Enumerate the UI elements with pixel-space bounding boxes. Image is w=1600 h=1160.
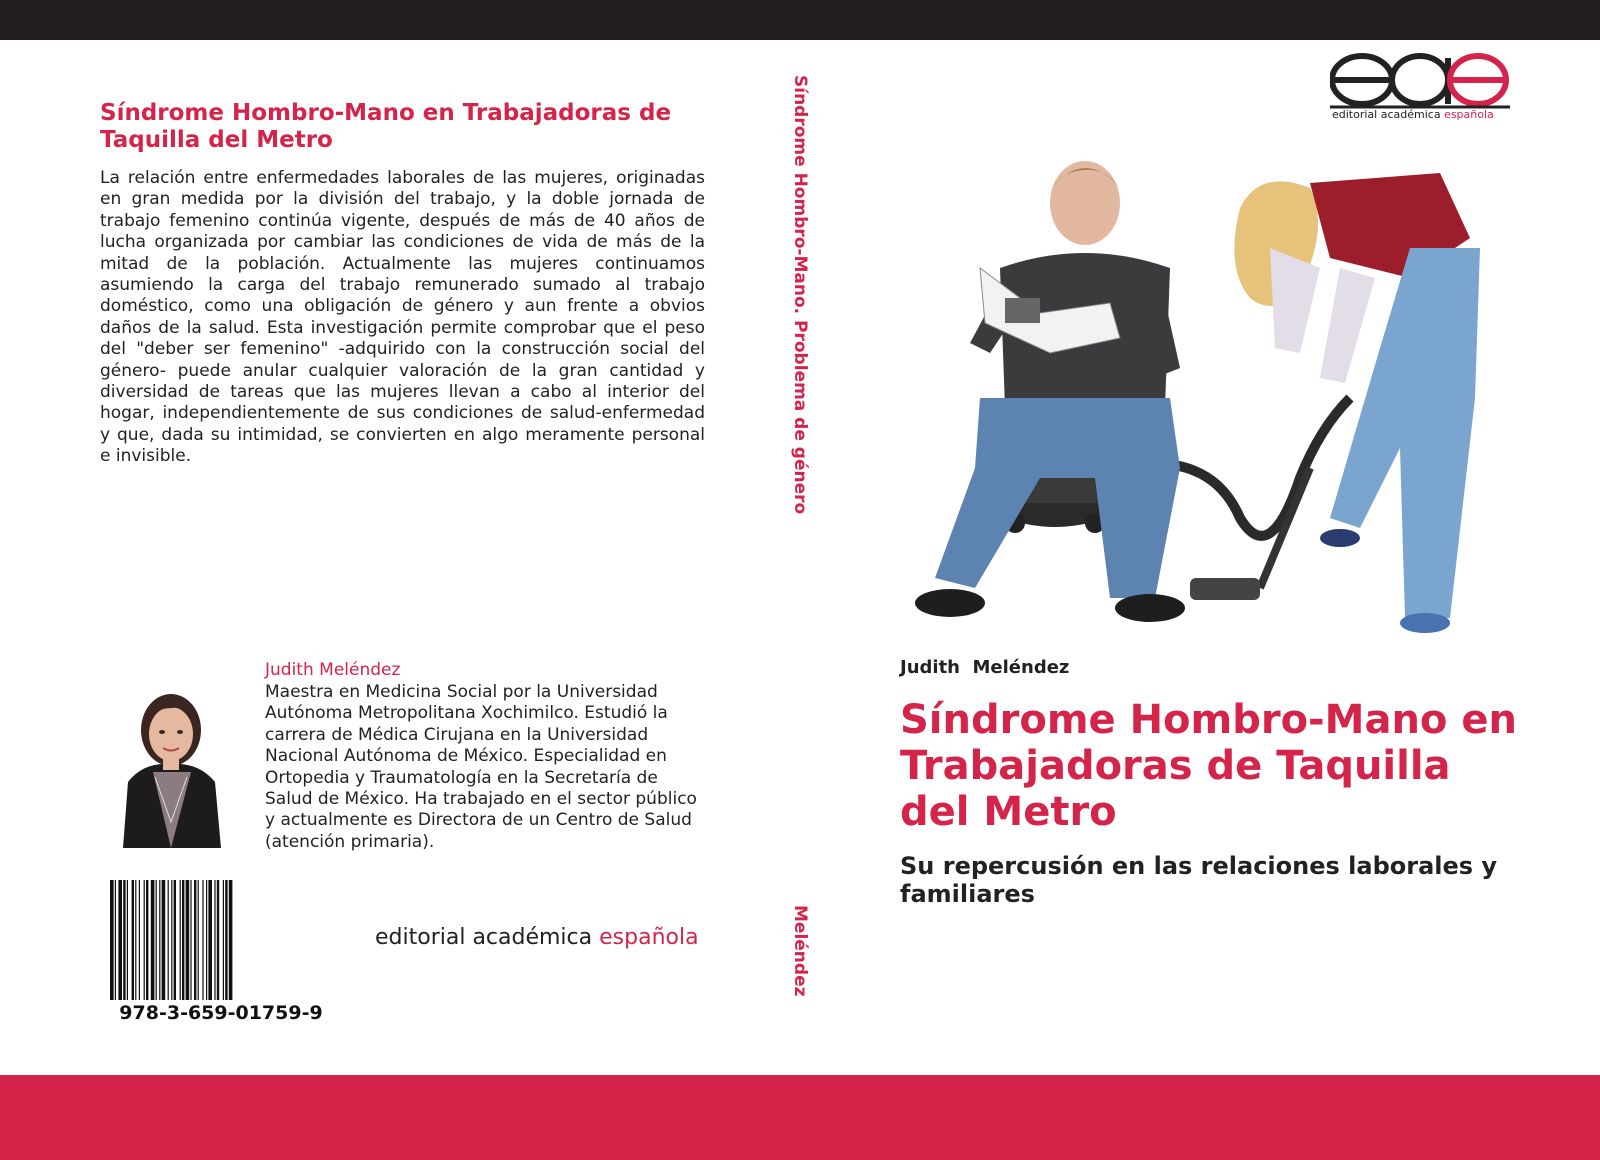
front-author: Judith Meléndez xyxy=(900,657,1070,678)
spine-author: Meléndez xyxy=(790,905,810,997)
front-subtitle: Su repercusión en las relaciones laborales y familiares xyxy=(900,852,1498,908)
back-cover-blurb: La relación entre enfermedades laborales de las mujeres, originadas en gran medida por la división del trabajo, y la doble jornada de trabajo femenino continúa vigente, después de más de 40 años de lucha organizada por cambiar las condiciones de vida de más de la mitad de la población. Actualmente las mujeres continuamos asumiendo la carga del trabajo remunerado sumado al trabajo doméstico, como una obligación de género y aun frente a obvios daños de la salud. Esta investigación permite comprobar que el peso del "deber ser femenino" -adquirido con la construcción social del género- puede anular cualquier valoración de la gran cantidad y diversidad de tareas que las mujeres llevan a cabo al interior del hogar, independientemente de sus condiciones de salud-enfermedad y que, dada su intimidad, se convierten en algo meramente personal e invisible. xyxy=(100,168,705,467)
publisher-name-back xyxy=(375,925,699,950)
barcode xyxy=(110,880,332,1000)
publisher-name-accent: española xyxy=(599,925,699,950)
logo-caption-accent: española xyxy=(1444,108,1494,121)
logo-caption-main: editorial académica xyxy=(1332,108,1445,121)
back-cover-title: Síndrome Hombro-Mano en Trabajadoras de Taquilla del Metro xyxy=(100,100,672,153)
cover-illustration xyxy=(880,148,1520,643)
spine-title: Síndrome Hombro-Mano. Problema de género xyxy=(790,75,810,515)
author-bio: Maestra en Medicina Social por la Universidad Autónoma Metropolitana Xochimilco. Estudió la carrera de Médica Cirujana en la Universidad Nacional Autónoma de México. Especialidad en Ortopedia y Traumatología en la Secretaría de Salud de México. Ha trabajado en el sector público y actualmente es Directora de un Centro de Salud (atención primaria). xyxy=(265,682,697,852)
author-name-back: Judith Meléndez xyxy=(265,660,401,680)
logo-caption xyxy=(1332,108,1494,121)
publisher-name-main: editorial académica xyxy=(375,925,600,950)
top-bar xyxy=(0,0,1600,40)
front-title: Síndrome Hombro-Mano en Trabajadoras de Taquilla del Metro xyxy=(900,697,1517,835)
isbn: 978-3-659-01759-9 xyxy=(119,1002,323,1024)
author-photo xyxy=(103,672,238,848)
bottom-bar xyxy=(0,1075,1600,1160)
